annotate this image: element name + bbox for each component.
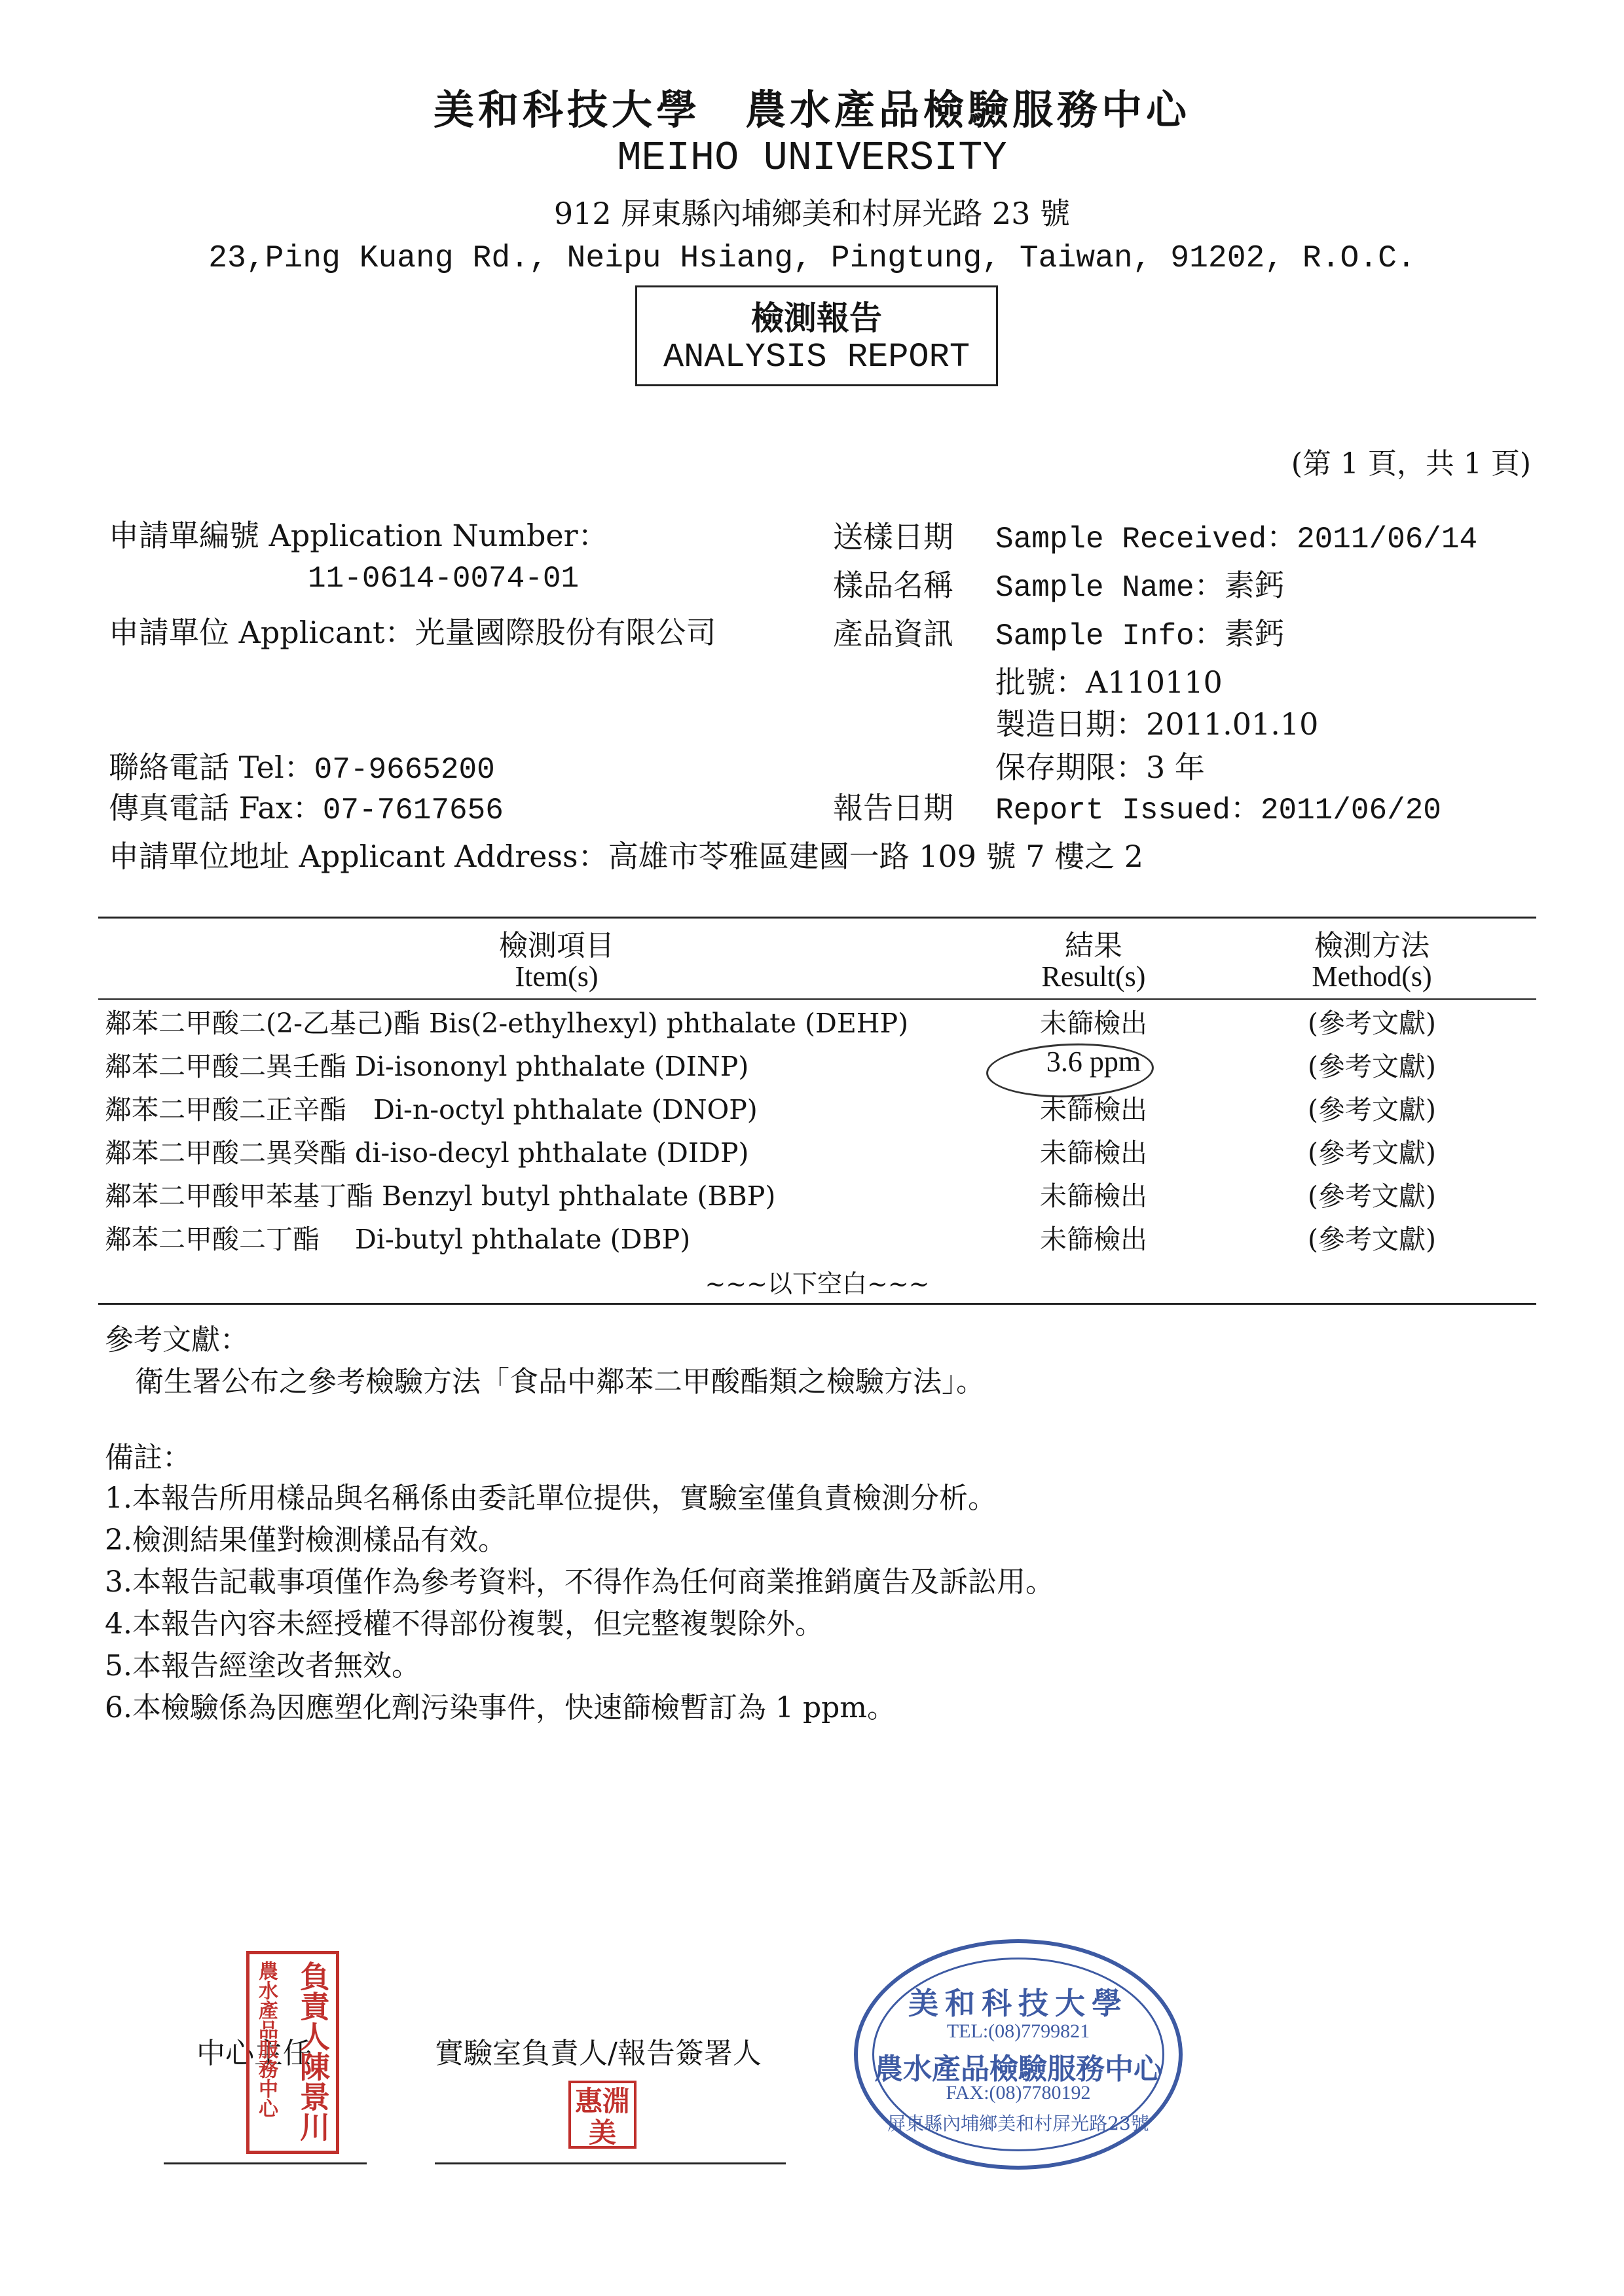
- applicant-label: 申請單位 Applicant：: [109, 615, 415, 650]
- lab-head-signature-line: [435, 2162, 786, 2164]
- report-title-en: ANALYSIS REPORT: [663, 338, 970, 376]
- tel-label: 聯絡電話 Tel：: [109, 750, 314, 785]
- blue-seal-tel: TEL:(08)7799821: [946, 2020, 1090, 2042]
- note-item: 3.本報告記載事項僅作為參考資料，不得作為任何商業推銷廣告及訴訟用。: [105, 1565, 1054, 1599]
- red-seal-stamp: [246, 1951, 339, 2154]
- blue-seal-fax: FAX:(08)7780192: [946, 2082, 1091, 2104]
- table-top-rule: [98, 917, 1536, 919]
- sample-name-value: 素鈣: [1224, 568, 1285, 603]
- sample-name: [995, 562, 1285, 605]
- blue-seal-center: 農水產品檢驗服務中心: [874, 2052, 1162, 2086]
- row-method: (參考文獻): [1308, 1224, 1436, 1255]
- center-director-label: 中心主任: [196, 2037, 312, 2070]
- sample-info-zh: 產品資訊: [833, 616, 953, 651]
- red-seal-org: 農水產品服務中心: [255, 1961, 278, 2118]
- sample-received-zh: 送樣日期: [833, 519, 953, 555]
- notes-heading: 備註：: [105, 1441, 191, 1474]
- sample-received: [995, 513, 1477, 556]
- report-issued-value: 2011/06/20: [1260, 793, 1441, 828]
- blank-below-marker: ~~~以下空白~~~: [705, 1269, 930, 1298]
- row-result: 3.6 ppm: [1046, 1046, 1141, 1078]
- note-item: 6.本檢驗係為因應塑化劑污染事件，快速篩檢暫訂為 1 ppm。: [105, 1691, 896, 1724]
- blue-seal-stamp: [854, 1939, 1183, 2170]
- address-zh: 912 屏東縣內埔鄉美和村屏光路 23 號: [553, 196, 1071, 231]
- sample-received-label: Sample Received：: [995, 522, 1297, 556]
- references-heading: 參考文獻：: [105, 1323, 249, 1357]
- fax-value: 07-7617656: [322, 793, 504, 828]
- manufacture-date: 製造日期：2011.01.10: [995, 706, 1319, 742]
- row-result: 未篩檢出: [1040, 1137, 1147, 1169]
- signatory-stamp: 惠淵美: [568, 2081, 637, 2149]
- blue-seal-top: 美和科技大學: [908, 1986, 1128, 2021]
- sample-name-label: Sample Name：: [995, 571, 1225, 605]
- sample-info-label: Sample Info：: [995, 619, 1225, 653]
- col-result-zh: 結果: [1065, 929, 1122, 962]
- row-item: 鄰苯二甲酸甲苯基丁酯 Benzyl butyl phthalate (BBP): [105, 1180, 776, 1212]
- row-result: 未篩檢出: [1040, 1224, 1147, 1255]
- sample-info-value: 素鈣: [1224, 616, 1285, 651]
- blue-seal-bottom: 屏東縣內埔鄉美和村屏光路23號: [887, 2113, 1149, 2134]
- application-number-label-text: 申請單編號 Application Number：: [109, 518, 608, 553]
- report-issued-zh: 報告日期: [833, 790, 953, 826]
- applicant-value: 光量國際股份有限公司: [415, 615, 716, 650]
- applicant-address-label: 申請單位地址 Applicant Address：: [109, 839, 608, 874]
- note-item: 5.本報告經塗改者無效。: [105, 1649, 420, 1683]
- col-item-zh: 檢測項目: [499, 929, 614, 962]
- col-result-en: Result(s): [1041, 960, 1146, 993]
- address-en: 23,Ping Kuang Rd., Neipu Hsiang, Pingtung, Taiwan, 91202, R.O.C.: [208, 241, 1416, 276]
- applicant: [109, 609, 716, 652]
- report-issued: [995, 784, 1441, 828]
- sample-name-zh: 樣品名稱: [833, 568, 953, 603]
- fax-label: 傳真電話 Fax：: [109, 790, 323, 826]
- col-item-en: Item(s): [515, 960, 599, 993]
- sample-info: [995, 610, 1285, 653]
- table-header-rule: [98, 998, 1536, 1000]
- application-number-label: [109, 512, 608, 555]
- shelf-life: 保存期限：3 年: [995, 750, 1205, 785]
- row-item: 鄰苯二甲酸二正辛酯 Di-n-octyl phthalate (DNOP): [105, 1094, 758, 1125]
- row-item: 鄰苯二甲酸二丁酯 Di-butyl phthalate (DBP): [105, 1224, 691, 1255]
- page-number: (第 1 頁，共 1 頁): [1291, 447, 1531, 481]
- row-item: 鄰苯二甲酸二(2-乙基己)酯 Bis(2-ethylhexyl) phthalate (DEHP): [105, 1008, 909, 1039]
- row-method: (參考文獻): [1308, 1051, 1436, 1082]
- row-method: (參考文獻): [1308, 1180, 1436, 1212]
- references-text: 衛生署公布之參考檢驗方法「食品中鄰苯二甲酸酯類之檢驗方法」。: [135, 1365, 985, 1398]
- table-bottom-rule: [98, 1303, 1536, 1305]
- note-item: 2.檢測結果僅對檢測樣品有效。: [105, 1523, 507, 1557]
- red-seal-name: 負責人陳景川: [295, 1961, 331, 2141]
- application-number-value: 11-0614-0074-01: [308, 562, 580, 596]
- col-method-en: Method(s): [1312, 960, 1432, 993]
- batch-number: 批號：A110110: [995, 665, 1223, 700]
- director-signature-line: [164, 2162, 367, 2164]
- report-title-zh: 檢測報告: [751, 299, 882, 337]
- col-method-zh: 檢測方法: [1314, 929, 1430, 962]
- sample-received-value: 2011/06/14: [1297, 522, 1478, 556]
- lab-head-label: 實驗室負責人/報告簽署人: [435, 2037, 762, 2070]
- row-method: (參考文獻): [1308, 1094, 1436, 1125]
- row-result: 未篩檢出: [1040, 1180, 1147, 1212]
- org-name-zh: 美和科技大學 農水產品檢驗服務中心: [433, 86, 1190, 134]
- row-result: 未篩檢出: [1040, 1094, 1147, 1125]
- report-issued-label: Report Issued：: [995, 793, 1261, 828]
- row-result: 未篩檢出: [1040, 1008, 1147, 1039]
- applicant-address: [109, 833, 1143, 876]
- row-item: 鄰苯二甲酸二異壬酯 Di-isononyl phthalate (DINP): [105, 1051, 749, 1082]
- row-method: (參考文獻): [1308, 1008, 1436, 1039]
- note-item: 1.本報告所用樣品與名稱係由委託單位提供，實驗室僅負責檢測分析。: [105, 1482, 997, 1515]
- row-item: 鄰苯二甲酸二異癸酯 di-iso-decyl phthalate (DIDP): [105, 1137, 749, 1169]
- fax: [109, 784, 504, 828]
- applicant-address-value: 高雄市苓雅區建國一路 109 號 7 樓之 2: [608, 839, 1144, 874]
- row-method: (參考文獻): [1308, 1137, 1436, 1169]
- note-item: 4.本報告內容未經授權不得部份複製，但完整複製除外。: [105, 1607, 824, 1641]
- tel: [109, 744, 495, 787]
- tel-value: 07-9665200: [314, 753, 495, 787]
- org-name-en: MEIHO UNIVERSITY: [617, 135, 1007, 181]
